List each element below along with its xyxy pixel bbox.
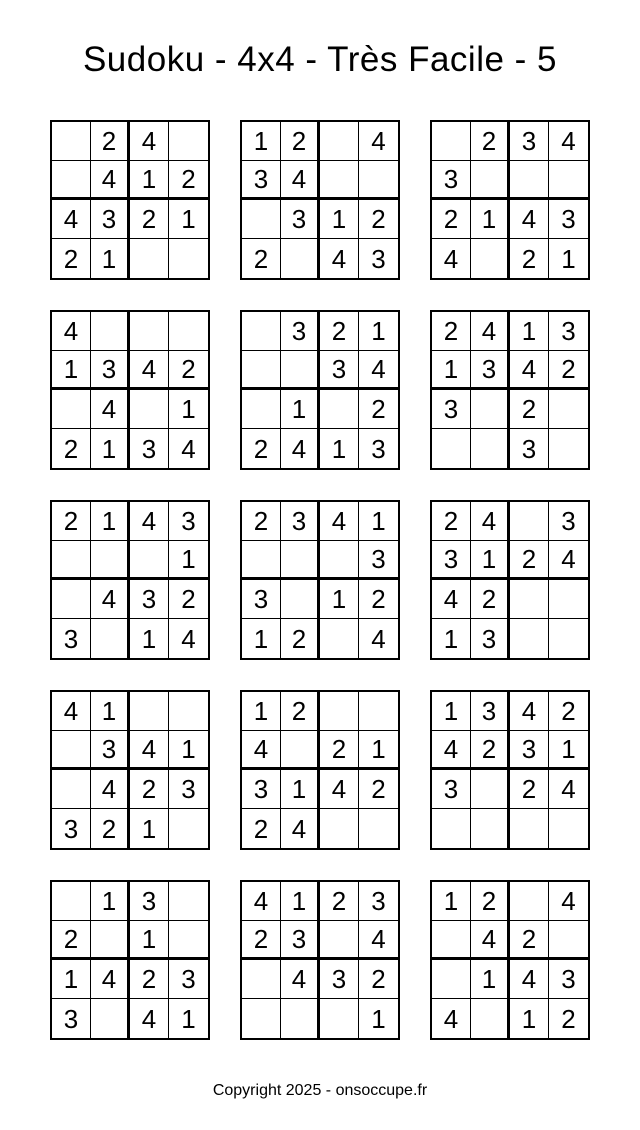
- sudoku-cell: 2: [471, 580, 510, 619]
- sudoku-cell: 1: [320, 429, 359, 468]
- sudoku-cell: 4: [549, 882, 588, 921]
- sudoku-cell: 4: [549, 770, 588, 809]
- sudoku-cell-empty: [320, 122, 359, 161]
- sudoku-cell: 4: [130, 731, 169, 770]
- sudoku-cell: 2: [130, 770, 169, 809]
- sudoku-grid: [50, 880, 210, 1040]
- sudoku-cell: 1: [359, 731, 398, 770]
- sudoku-cell: 3: [242, 770, 281, 809]
- sudoku-cell-empty: [242, 999, 281, 1038]
- sudoku-cell: 1: [181, 1003, 196, 1034]
- sudoku-cell: 1: [91, 429, 130, 468]
- sudoku-cell: 1: [242, 122, 281, 161]
- sudoku-cell: 3: [52, 999, 91, 1038]
- sudoku-cell: 3: [510, 429, 549, 468]
- sudoku-cell-empty: [91, 312, 130, 351]
- sudoku-cell-empty: [130, 239, 169, 278]
- sudoku-cell: 4: [91, 390, 130, 429]
- sudoku-cell: 3: [549, 502, 588, 541]
- sudoku-cell: 1: [52, 351, 91, 390]
- sudoku-cell: 3: [130, 429, 169, 468]
- sudoku-cell-empty: [432, 960, 471, 999]
- sudoku-cell: 4: [510, 200, 549, 239]
- sudoku-cell: 1: [371, 1003, 386, 1034]
- sudoku-cell-empty: [320, 692, 359, 731]
- sudoku-cell-empty: [320, 999, 359, 1038]
- sudoku-cell: 2: [242, 429, 281, 468]
- sudoku-cell: 3: [130, 580, 169, 619]
- sudoku-cell: 3: [549, 312, 588, 351]
- sudoku-cell: 3: [91, 731, 130, 770]
- sudoku-cell: 1: [242, 619, 281, 658]
- sudoku-cell: 4: [91, 960, 130, 999]
- sudoku-cell-empty: [359, 161, 398, 200]
- sudoku-cell: 2: [359, 200, 398, 239]
- sudoku-cell: 3: [52, 619, 91, 658]
- sudoku-cell: 4: [281, 809, 320, 848]
- sudoku-cell: 3: [471, 692, 510, 731]
- sudoku-grid: [240, 690, 400, 850]
- sudoku-cell-empty: [359, 809, 398, 848]
- sudoku-cell-empty: [91, 921, 130, 960]
- sudoku-cell: 4: [130, 351, 169, 390]
- sudoku-grid: [240, 310, 400, 470]
- sudoku-cell: 2: [471, 731, 510, 770]
- sudoku-cell-empty: [471, 390, 510, 429]
- sudoku-cell: 3: [320, 960, 359, 999]
- sudoku-cell-empty: [510, 161, 549, 200]
- page-title: Sudoku - 4x4 - Très Facile - 5: [82, 40, 558, 79]
- sudoku-cell: 3: [549, 200, 588, 239]
- sudoku-cell: 3: [371, 243, 386, 274]
- sudoku-cell: 4: [52, 692, 91, 731]
- sudoku-cell: 2: [52, 429, 91, 468]
- sudoku-cell: 2: [130, 200, 169, 239]
- sudoku-cell: 3: [371, 433, 386, 464]
- sudoku-cell: 4: [91, 161, 130, 200]
- sudoku-cell-empty: [549, 580, 588, 619]
- sudoku-cell: 1: [471, 541, 510, 580]
- sudoku-cell-empty: [281, 351, 320, 390]
- sudoku-cell: 1: [91, 882, 130, 921]
- sudoku-cell: 3: [281, 200, 320, 239]
- sudoku-cell: 1: [549, 731, 588, 770]
- sudoku-cell: 2: [432, 502, 471, 541]
- sudoku-cell: 3: [91, 351, 130, 390]
- sudoku-cell: 4: [510, 692, 549, 731]
- sudoku-cell-empty: [471, 999, 510, 1038]
- sudoku-cell-empty: [169, 882, 208, 921]
- sudoku-cell: 2: [281, 122, 320, 161]
- sudoku-cell: 2: [281, 619, 320, 658]
- sudoku-cell: 4: [432, 731, 471, 770]
- sudoku-cell: 2: [432, 312, 471, 351]
- sudoku-cell: 1: [169, 541, 208, 580]
- sudoku-cell-empty: [52, 731, 91, 770]
- sudoku-cell-empty: [510, 882, 549, 921]
- sudoku-cell: 2: [510, 770, 549, 809]
- sudoku-cell: 2: [320, 312, 359, 351]
- sudoku-cell: 1: [432, 619, 471, 658]
- sudoku-cell-empty: [169, 809, 208, 848]
- sudoku-cell-empty: [130, 390, 169, 429]
- sudoku-cell: 3: [91, 200, 130, 239]
- sudoku-grid: [50, 310, 210, 470]
- sudoku-cell: 4: [510, 351, 549, 390]
- sudoku-cell: 3: [52, 809, 91, 848]
- sudoku-cell-empty: [432, 122, 471, 161]
- sudoku-cell: 4: [281, 960, 320, 999]
- sudoku-cell-empty: [281, 541, 320, 580]
- sudoku-cell: 4: [52, 312, 91, 351]
- sudoku-cell: 2: [510, 390, 549, 429]
- sudoku-cell: 3: [471, 619, 510, 658]
- sudoku-cell: 4: [371, 623, 386, 654]
- sudoku-grid: [50, 120, 210, 280]
- puzzle-sheet: [50, 120, 590, 1040]
- sudoku-cell: 3: [281, 312, 320, 351]
- sudoku-cell-empty: [52, 770, 91, 809]
- sudoku-cell: 1: [432, 351, 471, 390]
- sudoku-cell: 2: [549, 351, 588, 390]
- sudoku-cell: 3: [169, 770, 208, 809]
- sudoku-cell: 2: [169, 161, 208, 200]
- sudoku-cell: 1: [510, 999, 549, 1038]
- sudoku-cell: 4: [320, 770, 359, 809]
- sudoku-cell: 4: [320, 502, 359, 541]
- sudoku-cell: 2: [561, 1003, 576, 1034]
- sudoku-grid: [240, 880, 400, 1040]
- sudoku-cell-empty: [471, 770, 510, 809]
- sudoku-cell: 4: [181, 433, 196, 464]
- sudoku-cell: 1: [320, 200, 359, 239]
- sudoku-cell-empty: [471, 239, 510, 278]
- sudoku-cell: 3: [510, 122, 549, 161]
- sudoku-cell: 3: [549, 960, 588, 999]
- sudoku-cell: 1: [561, 243, 576, 274]
- sudoku-cell: 1: [91, 502, 130, 541]
- sudoku-cell: 2: [510, 239, 549, 278]
- sudoku-cell: 3: [169, 960, 208, 999]
- sudoku-grid: [50, 500, 210, 660]
- sudoku-cell-empty: [169, 122, 208, 161]
- sudoku-cell-empty: [242, 312, 281, 351]
- sudoku-cell: 3: [169, 502, 208, 541]
- sudoku-grid: [430, 120, 590, 280]
- sudoku-cell: 2: [320, 882, 359, 921]
- sudoku-cell: 4: [281, 429, 320, 468]
- sudoku-cell: 1: [359, 312, 398, 351]
- sudoku-cell: 1: [471, 960, 510, 999]
- sudoku-cell: 1: [432, 692, 471, 731]
- sudoku-cell-empty: [242, 541, 281, 580]
- sudoku-cell: 1: [432, 882, 471, 921]
- sudoku-cell: 2: [130, 960, 169, 999]
- sudoku-cell-empty: [471, 429, 510, 468]
- sudoku-cell: 2: [242, 239, 281, 278]
- sudoku-cell: 3: [320, 351, 359, 390]
- sudoku-cell-empty: [320, 619, 359, 658]
- sudoku-cell: 4: [91, 770, 130, 809]
- sudoku-cell: 1: [320, 580, 359, 619]
- sudoku-cell: 3: [510, 731, 549, 770]
- sudoku-cell-empty: [432, 809, 471, 848]
- sudoku-cell: 2: [359, 770, 398, 809]
- sudoku-cell: 1: [281, 882, 320, 921]
- sudoku-cell: 1: [130, 921, 169, 960]
- sudoku-cell-empty: [510, 809, 549, 848]
- sudoku-cell: 2: [471, 122, 510, 161]
- sudoku-cell: 2: [510, 921, 549, 960]
- sudoku-cell-empty: [52, 541, 91, 580]
- sudoku-cell-empty: [549, 429, 588, 468]
- sudoku-cell-empty: [549, 921, 588, 960]
- sudoku-cell: 4: [130, 122, 169, 161]
- sudoku-cell: 4: [242, 882, 281, 921]
- sudoku-cell: 1: [91, 692, 130, 731]
- sudoku-cell: 4: [242, 731, 281, 770]
- sudoku-cell-empty: [471, 161, 510, 200]
- sudoku-cell-empty: [549, 619, 588, 658]
- sudoku-cell: 4: [320, 239, 359, 278]
- sudoku-cell: 2: [471, 882, 510, 921]
- sudoku-grid: [430, 690, 590, 850]
- sudoku-cell: 2: [359, 580, 398, 619]
- sudoku-cell: 1: [130, 619, 169, 658]
- sudoku-grid: [430, 310, 590, 470]
- sudoku-cell-empty: [549, 161, 588, 200]
- sudoku-cell: 4: [52, 200, 91, 239]
- sudoku-cell: 4: [510, 960, 549, 999]
- sudoku-cell-empty: [471, 809, 510, 848]
- sudoku-cell: 2: [359, 960, 398, 999]
- sudoku-grid: [430, 880, 590, 1040]
- sudoku-cell: 4: [471, 502, 510, 541]
- sudoku-cell: 3: [242, 580, 281, 619]
- sudoku-cell: 2: [169, 351, 208, 390]
- sudoku-cell: 4: [471, 312, 510, 351]
- sudoku-cell: 1: [242, 692, 281, 731]
- sudoku-cell: 4: [91, 580, 130, 619]
- sudoku-cell: 2: [242, 502, 281, 541]
- sudoku-cell: 3: [471, 351, 510, 390]
- sudoku-cell: 2: [52, 239, 91, 278]
- sudoku-cell: 2: [52, 502, 91, 541]
- sudoku-cell-empty: [320, 921, 359, 960]
- sudoku-cell: 3: [281, 502, 320, 541]
- sudoku-cell: 2: [169, 580, 208, 619]
- sudoku-cell-empty: [91, 999, 130, 1038]
- sudoku-cell: 4: [359, 921, 398, 960]
- sudoku-cell-empty: [432, 921, 471, 960]
- sudoku-cell: 1: [471, 200, 510, 239]
- sudoku-cell-empty: [281, 580, 320, 619]
- sudoku-cell: 3: [130, 882, 169, 921]
- sudoku-cell: 4: [281, 161, 320, 200]
- sudoku-cell: 4: [471, 921, 510, 960]
- sudoku-cell-empty: [242, 960, 281, 999]
- sudoku-cell: 1: [169, 731, 208, 770]
- sudoku-cell-empty: [281, 731, 320, 770]
- sudoku-cell: 3: [432, 161, 471, 200]
- sudoku-cell: 1: [91, 239, 130, 278]
- sudoku-cell: 4: [130, 999, 169, 1038]
- sudoku-cell-empty: [169, 921, 208, 960]
- sudoku-cell-empty: [169, 312, 208, 351]
- sudoku-cell: 3: [432, 770, 471, 809]
- sudoku-grid: [240, 120, 400, 280]
- sudoku-cell-empty: [320, 809, 359, 848]
- sudoku-cell-empty: [130, 541, 169, 580]
- sudoku-cell-empty: [169, 239, 208, 278]
- sudoku-cell: 3: [432, 390, 471, 429]
- sudoku-cell-empty: [52, 390, 91, 429]
- sudoku-cell-empty: [130, 692, 169, 731]
- sudoku-cell-empty: [510, 580, 549, 619]
- sudoku-cell-empty: [130, 312, 169, 351]
- sudoku-cell-empty: [242, 200, 281, 239]
- sudoku-cell: 4: [432, 580, 471, 619]
- sudoku-cell: 4: [359, 122, 398, 161]
- sudoku-cell: 2: [281, 692, 320, 731]
- sudoku-cell-empty: [510, 502, 549, 541]
- sudoku-grid: [50, 690, 210, 850]
- sudoku-cell-empty: [320, 161, 359, 200]
- sudoku-cell: 2: [52, 921, 91, 960]
- sudoku-cell-empty: [320, 541, 359, 580]
- sudoku-cell: 1: [169, 200, 208, 239]
- sudoku-cell-empty: [281, 999, 320, 1038]
- sudoku-grid: [240, 500, 400, 660]
- sudoku-cell: 2: [510, 541, 549, 580]
- sudoku-cell: 3: [242, 161, 281, 200]
- copyright-footer: Copyright 2025 - onsoccupe.fr: [212, 1082, 428, 1099]
- sudoku-cell: 2: [242, 921, 281, 960]
- sudoku-cell: 2: [242, 809, 281, 848]
- sudoku-cell: 4: [181, 623, 196, 654]
- sudoku-cell: 4: [549, 122, 588, 161]
- sudoku-cell: 1: [169, 390, 208, 429]
- sudoku-cell: 2: [432, 200, 471, 239]
- sudoku-cell: 2: [549, 692, 588, 731]
- sudoku-cell: 4: [359, 351, 398, 390]
- sudoku-cell-empty: [510, 619, 549, 658]
- sudoku-cell: 1: [510, 312, 549, 351]
- sudoku-cell-empty: [52, 122, 91, 161]
- sudoku-cell-empty: [242, 390, 281, 429]
- sudoku-cell-empty: [242, 351, 281, 390]
- sudoku-cell: 1: [281, 770, 320, 809]
- sudoku-cell: 4: [432, 239, 471, 278]
- sudoku-cell-empty: [549, 809, 588, 848]
- sudoku-cell: 2: [91, 122, 130, 161]
- sudoku-cell: 2: [91, 809, 130, 848]
- sudoku-cell-empty: [432, 429, 471, 468]
- sudoku-cell: 4: [549, 541, 588, 580]
- sudoku-cell-empty: [91, 541, 130, 580]
- sudoku-cell: 3: [281, 921, 320, 960]
- sudoku-cell-empty: [52, 882, 91, 921]
- sudoku-cell: 1: [281, 390, 320, 429]
- sudoku-cell: 4: [130, 502, 169, 541]
- sudoku-cell: 3: [359, 541, 398, 580]
- sudoku-cell-empty: [549, 390, 588, 429]
- sudoku-cell: 3: [432, 541, 471, 580]
- sudoku-cell-empty: [52, 161, 91, 200]
- sudoku-cell: 3: [359, 882, 398, 921]
- sudoku-cell: 4: [432, 999, 471, 1038]
- sudoku-cell: 1: [359, 502, 398, 541]
- sudoku-cell-empty: [359, 692, 398, 731]
- sudoku-cell-empty: [169, 692, 208, 731]
- sudoku-cell-empty: [320, 390, 359, 429]
- sudoku-cell: 1: [130, 809, 169, 848]
- sudoku-cell-empty: [281, 239, 320, 278]
- sudoku-cell-empty: [91, 619, 130, 658]
- sudoku-cell: 2: [320, 731, 359, 770]
- sudoku-cell: 1: [52, 960, 91, 999]
- sudoku-cell-empty: [52, 580, 91, 619]
- sudoku-cell: 2: [359, 390, 398, 429]
- sudoku-grid: [430, 500, 590, 660]
- sudoku-cell: 1: [130, 161, 169, 200]
